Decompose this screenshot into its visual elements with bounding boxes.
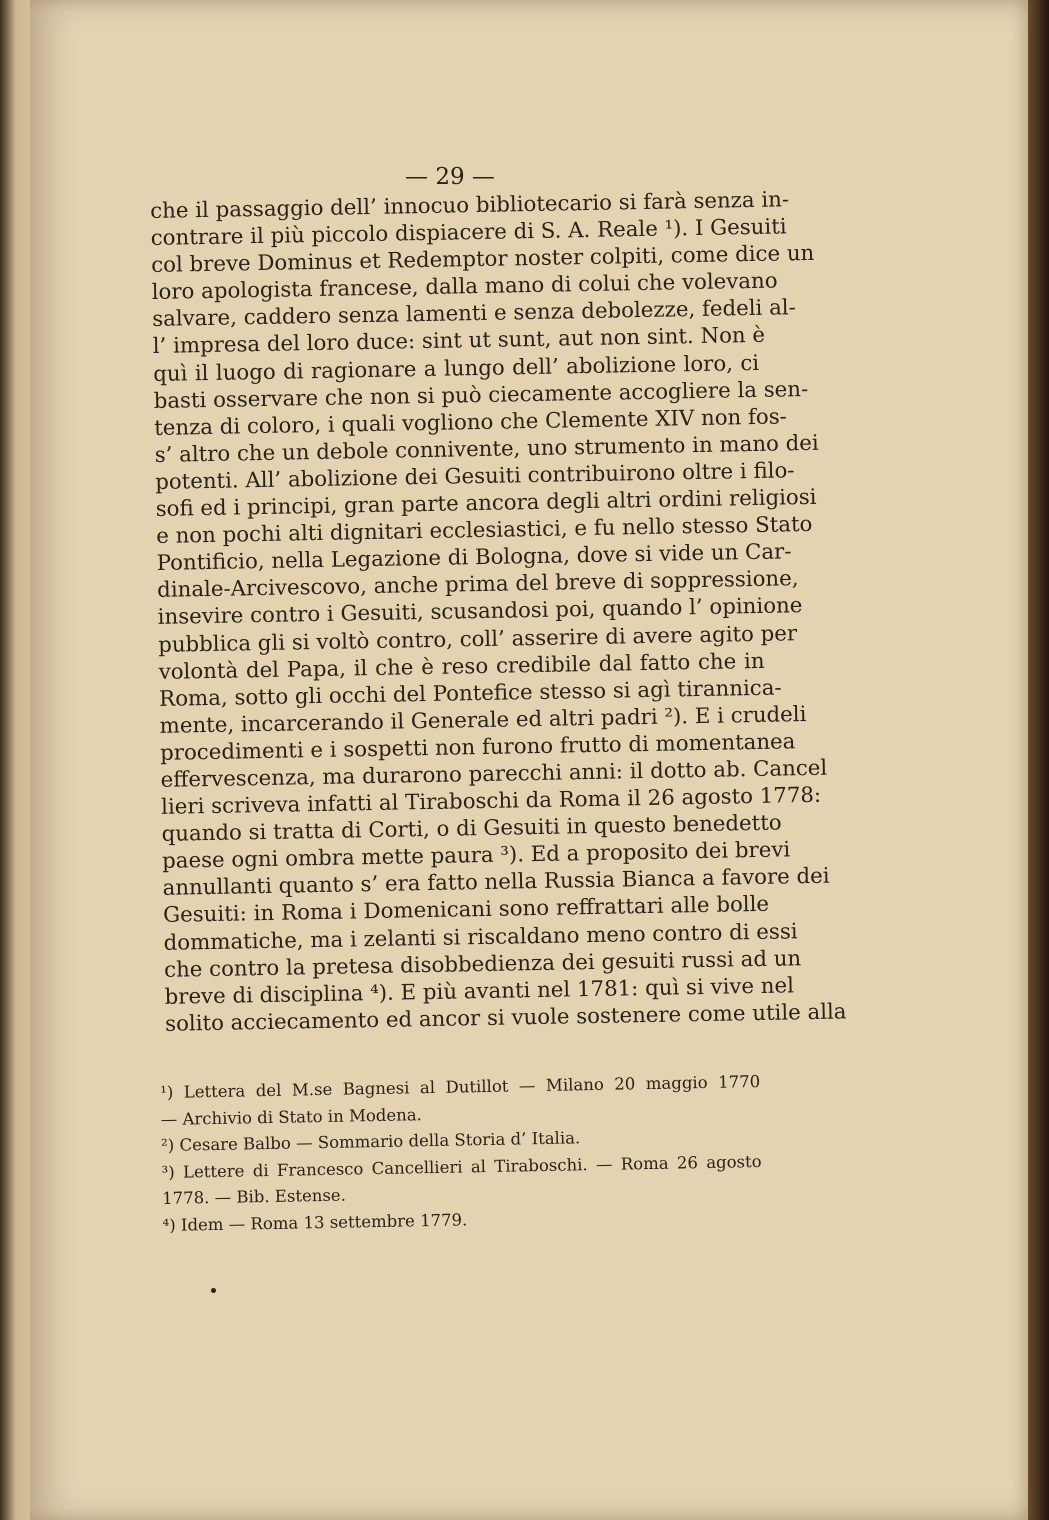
text-line: breve di disciplina ⁴). E più avanti nel 1781: quì si vive nel (164, 973, 795, 1010)
ink-speck (211, 1288, 216, 1293)
text-line: salvare, caddero senza lamenti e senza debolezze, fedeli al- (152, 295, 797, 333)
text-line: dommatiche, ma i zelanti si riscaldano meno contro di essi (163, 918, 798, 956)
text-line: annullanti quanto s’ era fatto nella Russia Bianca a favore dei (162, 864, 830, 902)
text-line: solito acciecamento ed ancor si vuole sostenere come utile alla (164, 999, 847, 1037)
text-line: loro apologista francese, dalla mano di colui che volevano (151, 268, 778, 306)
text-line: mente, incarcerando il Generale ed altri padri ²). E i crudeli (159, 701, 807, 739)
text-line: pubblica gli si voltò contro, coll’ asserire di avere agito per (157, 620, 798, 658)
text-line: Gesuiti: in Roma i Domenicani sono reffrattari alle bolle (162, 892, 770, 929)
text-line: Roma, sotto gli occhi del Pontefice stesso si agì tirannica- (158, 675, 782, 712)
text-line: quì il luogo di ragionare a lungo dell’ abolizione loro, ci (152, 350, 760, 387)
text-line: paese ogni ombra mette paura ³). Ed a proposito dei brevi (161, 837, 791, 875)
text-line: col breve Dominus et Redemptor noster colpiti, come dice un (151, 241, 815, 279)
text-line: che contro la pretesa disobbedienza dei gesuiti russi ad un (163, 945, 802, 983)
text-line: lieri scriveva infatti al Tiraboschi da Roma il 26 agosto 1778: (160, 782, 822, 820)
page-edge (1028, 0, 1049, 1520)
text-line: quando si tratta di Corti, o di Gesuiti in questo benedetto (161, 810, 782, 848)
footnote: — Archivio di Stato in Modena. (160, 1104, 423, 1129)
footnote: ³) Lettere di Francesco Cancellieri al Tiraboschi. — Roma 26 agosto (161, 1151, 762, 1182)
text-line: e non pochi alti dignitari ecclesiastici, e fu nello stesso Stato (155, 512, 813, 550)
text-line: effervescenza, ma durarono parecchi anni: il dotto ab. Cancel (160, 755, 828, 793)
text-line: contrare il più piccolo dispiacere di S. A. Reale ¹). I Gesuiti (150, 214, 787, 252)
footnote: 1778. — Bib. Estense. (161, 1185, 347, 1208)
text-line: dinale-Arcivescovo, anche prima del breve di soppressione, (156, 566, 799, 604)
text-line: che il passaggio dell’ innocuo bibliotecario si farà senza in- (150, 187, 790, 224)
footnote: ⁴) Idem — Roma 13 settembre 1779. (162, 1209, 468, 1235)
page-number: — 29 — (405, 164, 495, 190)
text-line: insevire contro i Gesuiti, scusandosi poi, quando l’ opinione (157, 593, 803, 631)
text-line: l’ impresa del loro duce: sint ut sunt, aut non sint. Non è (152, 323, 766, 360)
text-line: potenti. All’ abolizione dei Gesuiti contribuirono oltre i filo- (154, 458, 795, 495)
body-text (150, 187, 847, 1038)
text-line: basti osservare che non si può ciecamente accogliere la sen- (153, 376, 809, 414)
text-line: Pontificio, nella Legazione di Bologna, dove si vide un Car- (156, 539, 792, 577)
text-line: tenza di coloro, i quali vogliono che Clemente XIV non fos- (153, 404, 788, 441)
text-line: volontà del Papa, il che è reso credibile dal fatto che in (158, 648, 765, 685)
footnote: ¹) Lettera del M.se Bagnesi al Dutillot — Milano 20 maggio 1770 (160, 1072, 761, 1102)
text-line: s’ altro che un debole connivente, uno strumento in mano dei (154, 430, 819, 468)
text-line: sofi ed i principi, gran parte ancora degli altri ordini religiosi (155, 484, 817, 522)
footnotes (160, 1069, 763, 1239)
footnote: ²) Cesare Balbo — Sommario della Storia d’ Italia. (161, 1128, 581, 1155)
text-line: procedimenti e i sospetti non furono frutto di momentanea (159, 729, 796, 766)
